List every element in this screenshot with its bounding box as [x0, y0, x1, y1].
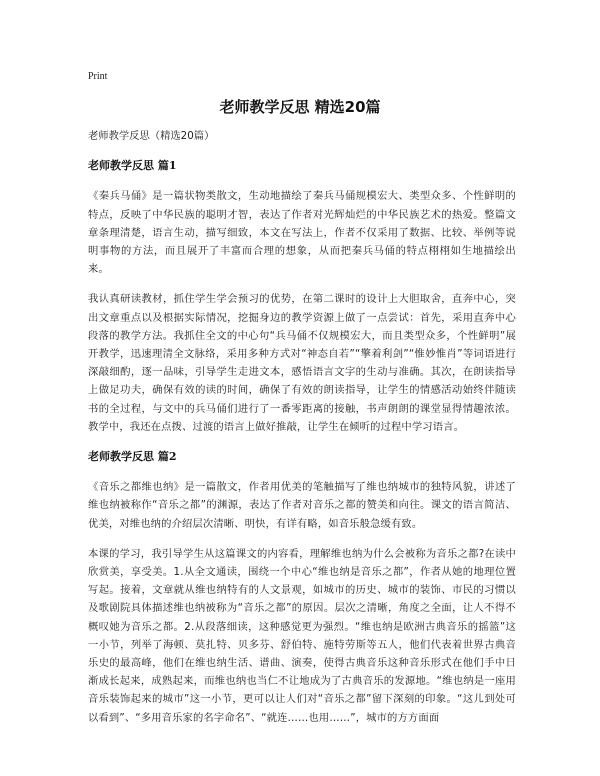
document-body	[88, 127, 516, 739]
section-2-paragraph-1: 《音乐之都维也纳》是一篇散文，作者用优美的笔触描写了维也纳城市的独特风貌，讲述了维也纳被称作“音乐之都”的渊源，表达了作者对音乐之都的赞美和向往。课文的语言简洁、优美，对维也纳的介绍层次清晰、明快，有详有略，如音乐般急缓有致。	[88, 481, 516, 530]
section-heading-1: 老师教学反思 篇1	[88, 159, 177, 173]
section-heading-2: 老师教学反思 篇2	[88, 450, 177, 464]
section-1-paragraph-1: 《秦兵马俑》是一篇状物类散文，生动地描绘了秦兵马俑规模宏大、类型众多、个性鲜明的特点，反映了中华民族的聪明才智，表达了作者对光辉灿烂的中华民族艺术的热爱。整篇文章条理清楚，语言生动，描写细致，本文在写法上，作者不仅采用了数据、比较、举例等说明事物的方法，而且展开了丰富而合理的想象，从而把秦兵马俑的特点栩栩如生地描绘出来。	[88, 190, 516, 276]
document-title: 老师教学反思 精选20篇	[219, 98, 381, 116]
section-1-paragraph-2: 我认真研读教材，抓住学生学会预习的优势，在第二课时的设计上大胆取舍，直奔中心，突出文章重点以及根据实际情况，挖掘身边的教学资源上做了一点尝试：首先，采用直奔中心段落的教学方法。我抓住全文的中心句“兵马俑不仅规模宏大，而且类型众多，个性鲜明”展开教学，迅速理清全文脉络，采用多种方式对“神态自若”“擎着利剑”“惟妙惟肖”等词语进行深敲细酌，逐一品味，引导学生走进文本，感悟语言文字的生动与准确。其次，在朗读指导上做足功夫，确保有效的读的时间，确保了有效的朗读指导，让学生的情感活动始终伴随读书的全过程，与文中的兵马俑们进行了一番零距离的接触，书声朗朗的课堂显得情趣浓浓。教学中，我还在点拨、过渡的语言上做好推敲，让学生在倾听的过程中学习语言。	[88, 293, 516, 433]
section-2-paragraph-2: 本课的学习，我引导学生从这篇课文的内容看，理解维也纳为什么会被称为音乐之都?在读中欣赏美，享受美。1.从全文通读，围绕一个中心“维也纳是音乐之都”，作者从她的地理位置写起。接着，文章就从维也纳特有的人文景观，如城市的历史、城市的装饰、市民的习惯以及歌剧院具体描述维也纳被称为“音乐之都”的原因。层次之清晰，角度之全面，让人不得不概叹她为音乐之都。2.从段落细读，这种感觉更为强烈。“维也纳是欧洲古典音乐的摇篮”这一小节，列举了海顿、莫扎特、贝多芬、舒伯特、施特劳斯等五人，他们代表着世界古典音乐史的最高峰，他们在维也纳生活、谱曲、演奏，使得古典音乐这种音乐形式在他们手中日渐成长起来，成熟起来，而维也纳也当仁不让地成为了古典音乐的发源地。“维也纳是一座用音乐装饰起来的城市”这一小节，更可以让人们对“音乐之都”留下深刻的印象。“这儿到处可以看到”、“多用音乐家的名字命名”、“就连……也用……”，城市的方方面面	[88, 547, 516, 724]
document-subtitle: 老师教学反思（精选20篇）	[88, 130, 215, 142]
print-link[interactable]: Print	[88, 71, 108, 82]
